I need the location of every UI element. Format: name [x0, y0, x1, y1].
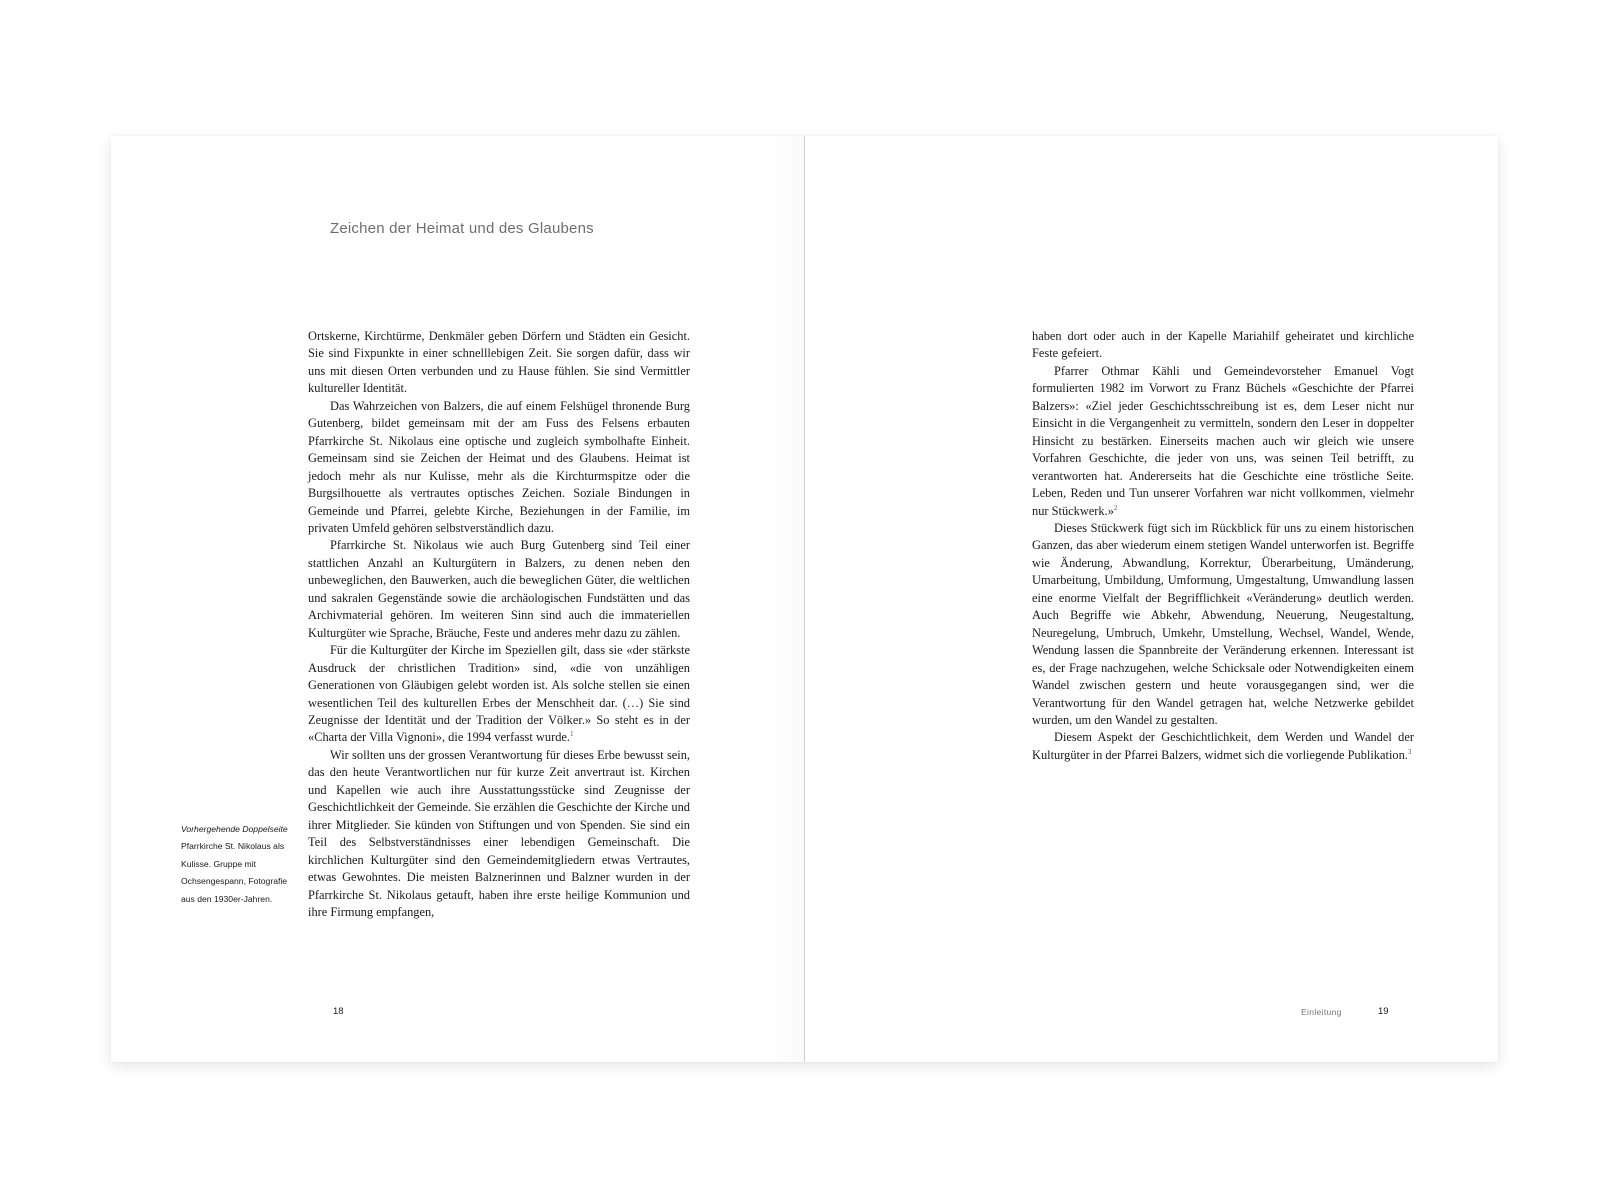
footnote-marker: 2	[1113, 503, 1118, 512]
running-head: Einleitung	[1301, 1007, 1342, 1017]
paragraph: Das Wahrzeichen von Balzers, die auf einem Felshügel thronende Burg Gutenberg, bildet gemeinsam mit der am Fuss des Felsens erbauten Pfarrkirche St. Nikolaus eine optische und zugleich symbolhafte Einheit. Gemeinsam sind sie Zeichen der Heimat und des Glaubens. Heimat ist jedoch mehr als nur Kulisse, mehr als die Kirchturmspitze oder die Burgsilhouette als vertrautes optisches Zeichen. Soziale Bindungen in Gemeinde und Pfarrei, gelebte Kirche, Beziehungen in der Familie, im privaten Umfeld gehören selbstverständlich dazu.	[308, 398, 690, 535]
right-body-text	[1032, 328, 1414, 764]
paragraph: Wir sollten uns der grossen Verantwortung für dieses Erbe bewusst sein, das den heute Verantwortlichen nur für kurze Zeit anvertraut ist. Kirchen und Kapellen wie auch ihre Ausstattungsstücke sind Zeugnisse der Geschichtlichkeit der Gemeinde. Sie erzählen die Geschichte der Kirche und ihrer Mitglieder. Sie künden von Stiftungen und von Spenden. Sie sind ein Teil des Selbstverständnisses einer lebendigen Gemeinschaft. Die kirchlichen Kulturgüter sind den Gemeindemitgliedern etwas Vertrautes, etwas Gewohntes. Die meisten Balznerinnen und Balzner wurden in der Pfarrkirche St. Nikolaus getauft, haben ihre erste heilige Kommunion und ihre Firmung empfangen,	[308, 747, 690, 919]
footnote-marker: 3	[1407, 747, 1412, 756]
page-number: 19	[1378, 1006, 1389, 1017]
paragraph: Pfarrkirche St. Nikolaus wie auch Burg Gutenberg sind Teil einer stattlichen Anzahl an Kulturgütern in Balzers, zu denen neben den unbeweglichen, den Bauwerken, auch die beweglichen Güter, die weltlichen und sakralen Gegenstände sowie die archäologischen Fundstätten und das Archivmaterial gehören. Im weiteren Sinn sind auch die immateriellen Kulturgüter wie Sprache, Bräuche, Feste und anderes mehr dazu zu zählen.	[308, 538, 690, 640]
paragraph	[1032, 729, 1414, 764]
paragraph	[308, 642, 690, 747]
paragraph-text: Diesem Aspekt der Geschichtlichkeit, dem Werden und Wandel der Kulturgüter in der Pfarrei Balzers, widmet sich die vorliegende Publikation.	[1032, 730, 1414, 762]
chapter-heading: Zeichen der Heimat und des Glaubens	[330, 220, 594, 237]
paragraph-text: Pfarrer Othmar Kähli und Gemeindevorsteher Emanuel Vogt formulierten 1982 im Vorwort zu Franz Büchels «Geschichte der Pfarrei Balzers»: «Ziel jeder Geschichtsschreibung ist es, dem Leser nicht nur Einsicht in die Vergangenheit zu vermitteln, sondern den Leser in doppelter Hinsicht zu bestärken. Einerseits machen auch wir gleich wie unsere Vorfahren Geschichte, die jeder von uns, was seinen Teil betrifft, zu verantworten hat. Andererseits hat die Geschichte eine tröstliche Seite. Leben, Reden und Tun unserer Vorfahren war nicht vollkommen, vielmehr nur Stückwerk.»	[1032, 363, 1414, 518]
paragraph-text: Für die Kulturgüter der Kirche im Speziellen gilt, dass sie «der stärkste Ausdruck der christlichen Tradition» sind, «die von unzähligen Generationen von Gläubigen gelebt worden ist. Als solche stellen sie einen wesentlichen Teil des kulturellen Erbes der Menschheit dar. (…) Sie sind Zeugnisse der Identität und der Tradition der Völker.» So steht es in der «Charta der Villa Vignoni», die 1994 verfasst wurde.	[308, 643, 690, 745]
book-spread	[111, 136, 1498, 1062]
left-page	[111, 136, 804, 1062]
footnote-marker: 1	[570, 730, 574, 739]
gutter-shadow	[774, 136, 804, 1062]
image-caption	[181, 821, 299, 908]
paragraph: haben dort oder auch in der Kapelle Mariahilf geheiratet und kirchliche Feste gefeiert.	[1032, 329, 1414, 361]
paragraph: Dieses Stückwerk fügt sich im Rückblick für uns zu einem historischen Ganzen, das aber wiederum einem stetigen Wandel unterworfen ist. Begriffe wie Änderung, Abwandlung, Korrektur, Überarbeitung, Umänderung, Umarbeitung, Umbildung, Umformung, Umgestaltung, Umwandlung lassen eine enorme Vielfalt der Begrifflichkeit «Veränderung» deutlich werden. Auch Begriffe wie Abkehr, Abwendung, Neuerung, Neugestaltung, Neuregelung, Umbruch, Umkehr, Umstellung, Wechsel, Wandel, Wende, Wendung lassen die Spannbreite der Veränderung erkennen. Interessant ist es, der Frage nachzugehen, welche Schicksale oder Notwendigkeiten einem Wandel zwischen gestern und heute vorausgegangen sind, wer die Verantwortung für den Wandel getragen hat, welche Netzwerke gebildet wurden, um den Wandel zu gestalten.	[1032, 520, 1414, 727]
right-page	[805, 136, 1498, 1062]
paragraph: Ortskerne, Kirchtürme, Denkmäler geben Dörfern und Städten ein Gesicht. Sie sind Fixpunkte in einer schnelllebigen Zeit. Sie sorgen dafür, dass wir uns mit diesen Orten verbunden und zu Hause fühlen. Sie sind Vermittler kultureller Identität.	[308, 329, 690, 396]
left-body-text	[308, 328, 690, 921]
caption-text: Pfarrkirche St. Nikolaus als Kulisse. Gruppe mit Ochsengespann, Fotografie aus den 1930er-Jahren.	[181, 841, 288, 904]
paragraph	[1032, 363, 1414, 520]
page-number: 18	[333, 1006, 344, 1017]
caption-reference: Vorhergehende Doppelseite	[181, 824, 288, 834]
